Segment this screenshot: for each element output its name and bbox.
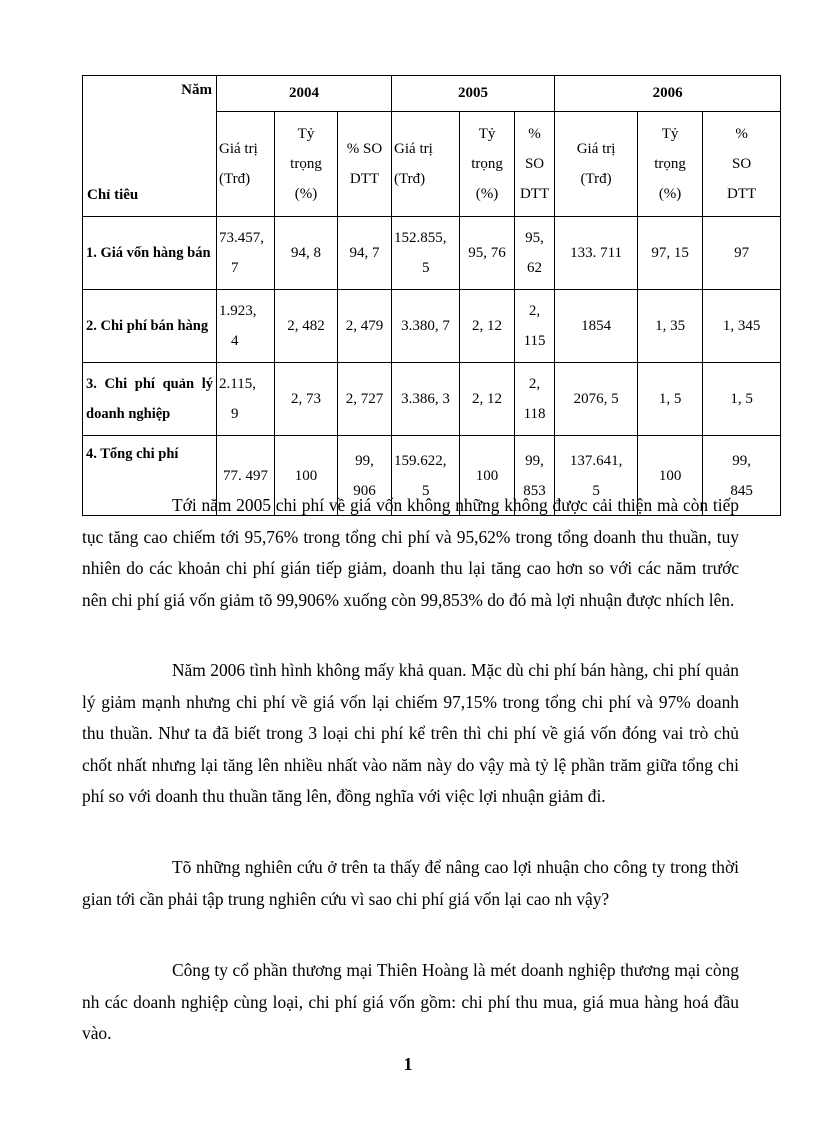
table-cell: 1.923, 4 bbox=[217, 290, 275, 363]
table-cell: 152.855, 5 bbox=[392, 217, 460, 290]
table-row bbox=[83, 363, 781, 436]
row-label: 3. Chi phí quản lý doanh nghiệp bbox=[83, 363, 217, 436]
table-cell: 2, 118 bbox=[515, 363, 555, 436]
table-corner-cell bbox=[83, 76, 217, 217]
table-cell: 100 bbox=[460, 436, 515, 516]
table-cell: 97, 15 bbox=[638, 217, 703, 290]
subheader-value: Giá trị (Trđ) bbox=[392, 112, 460, 217]
table-cell: 94, 7 bbox=[338, 217, 392, 290]
row-label: 4. Tổng chi phí bbox=[83, 436, 217, 516]
table-cell: 100 bbox=[638, 436, 703, 516]
table-cell: 2, 727 bbox=[338, 363, 392, 436]
year-header-2005: 2005 bbox=[392, 76, 555, 112]
table-cell: 2, 12 bbox=[460, 363, 515, 436]
table-cell: 2, 482 bbox=[275, 290, 338, 363]
table-cell: 97 bbox=[703, 217, 781, 290]
table-row bbox=[83, 217, 781, 290]
subheader-pct-revenue: % SO DTT bbox=[338, 112, 392, 217]
table-cell: 137.641, 5 bbox=[555, 436, 638, 516]
cost-table bbox=[82, 75, 781, 516]
table-cell: 95, 62 bbox=[515, 217, 555, 290]
table-cell: 2076, 5 bbox=[555, 363, 638, 436]
table-cell: 1, 5 bbox=[638, 363, 703, 436]
table-cell: 99, 845 bbox=[703, 436, 781, 516]
table-cell: 95, 76 bbox=[460, 217, 515, 290]
table-cell: 3.380, 7 bbox=[392, 290, 460, 363]
corner-indicator-label: Chỉ tiêu bbox=[87, 187, 139, 203]
row-label: 1. Giá vốn hàng bán bbox=[83, 217, 217, 290]
table-cell: 2, 12 bbox=[460, 290, 515, 363]
table-cell: 2, 73 bbox=[275, 363, 338, 436]
row-label: 2. Chi phí bán hàng bbox=[83, 290, 217, 363]
subheader-pct-revenue: % SO DTT bbox=[703, 112, 781, 217]
subheader-pct-revenue: % SO DTT bbox=[515, 112, 555, 217]
paragraph-company: Công ty cổ phần thương mại Thiên Hoàng là mét doanh nghiệp thương mại còng nh các doanh nghiệp cùng loại, chi phí giá vốn gồm: chi phí thu mua, giá mua hàng hoá đầu vào. bbox=[82, 960, 739, 1043]
table-cell: 1854 bbox=[555, 290, 638, 363]
table-cell: 2, 115 bbox=[515, 290, 555, 363]
table-cell: 99, 853 bbox=[515, 436, 555, 516]
table-cell: 77. 497 bbox=[217, 436, 275, 516]
table-cell: 1, 5 bbox=[703, 363, 781, 436]
table-cell: 99, 906 bbox=[338, 436, 392, 516]
page-number: 1 bbox=[403, 1054, 413, 1074]
table-row bbox=[83, 290, 781, 363]
paragraph-2006-analysis: Năm 2006 tình hình không mấy khả quan. Mặc dù chi phí bán hàng, chi phí quản lý giảm mạnh nhưng chi phí về giá vốn lại chiếm 97,15% trong tổng chi phí và 97% doanh thu thuần. Như ta đã biết trong 3 loại chi phí kể trên thì chi phí về giá vốn đóng vai trò chủ chốt nhất nhưng lại tăng lên nhiều nhất vào năm này do vậy mà tỷ lệ phần trăm giữa tổng chi phí so với doanh thu thuần tăng lên, đồng nghĩa với việc lợi nhuận giảm đi. bbox=[82, 660, 739, 806]
table-cell: 1, 35 bbox=[638, 290, 703, 363]
corner-year-label: Năm bbox=[181, 82, 212, 98]
table-cell: 3.386, 3 bbox=[392, 363, 460, 436]
subheader-value: Giá trị (Trđ) bbox=[555, 112, 638, 217]
subheader-value: Giá trị (Trđ) bbox=[217, 112, 275, 217]
paragraph-conclusion: Tõ những nghiên cứu ở trên ta thấy để nâng cao lợi nhuận cho công ty trong thời gian tới cần phải tập trung nghiên cứu vì sao chi phí giá vốn lại cao nh vậy? bbox=[82, 857, 739, 909]
subheader-share: Tỷ trọng (%) bbox=[275, 112, 338, 217]
table-cell: 133. 711 bbox=[555, 217, 638, 290]
table-cell: 100 bbox=[275, 436, 338, 516]
table-cell: 73.457, 7 bbox=[217, 217, 275, 290]
paragraph-2005-analysis: Tới năm 2005 chi phí về giá vốn không những không được cải thiện mà còn tiếp tục tăng cao chiếm tới 95,76% trong tổng chi phí và 95,62% trong tổng doanh thu thuần, tuy nhiên do các khoản chi phí gián tiếp giảm, doanh thu lại tăng cao hơn so với các năm trước nên chi phí giá vốn giảm tõ 99,906% xuống còn 99,853% do đó mà lợi nhuận được nhích lên. bbox=[82, 495, 739, 610]
subheader-share: Tỷ trọng (%) bbox=[460, 112, 515, 217]
year-header-2004: 2004 bbox=[217, 76, 392, 112]
table-cell: 159.622, 5 bbox=[392, 436, 460, 516]
year-header-2006: 2006 bbox=[555, 76, 781, 112]
table-cell: 2, 479 bbox=[338, 290, 392, 363]
subheader-share: Tỷ trọng (%) bbox=[638, 112, 703, 217]
table-cell: 2.115, 9 bbox=[217, 363, 275, 436]
table-cell: 94, 8 bbox=[275, 217, 338, 290]
table-cell: 1, 345 bbox=[703, 290, 781, 363]
